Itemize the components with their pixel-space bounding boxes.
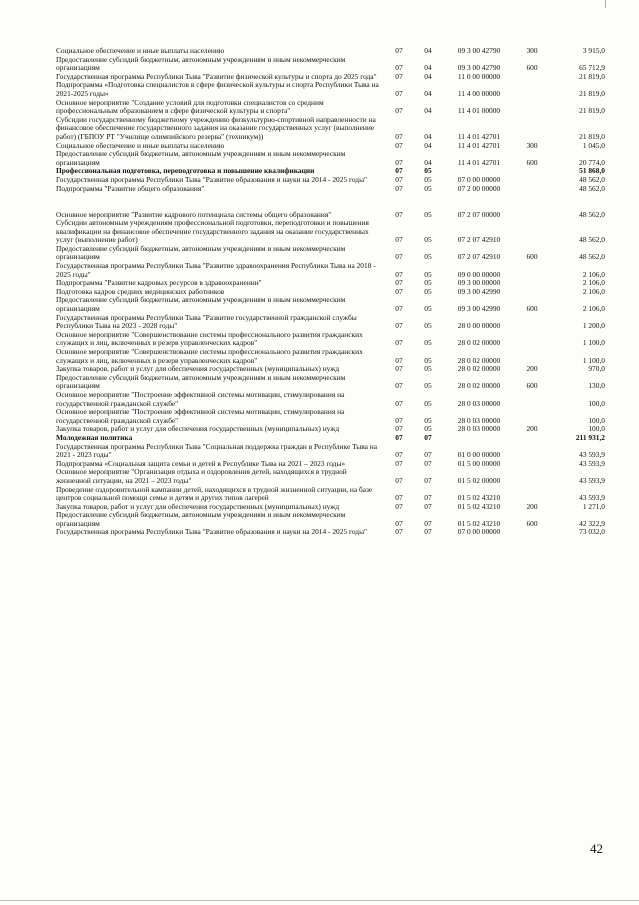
target-article-code: 09 3 00 42790	[457, 46, 501, 55]
expense-type-code	[518, 443, 548, 460]
item-name: Предоставление субсидий бюджетным, автономным учреждениям и иным некоммерческим организациям	[56, 243, 346, 262]
section-code: 07	[395, 166, 403, 176]
item-name: Социальное обеспечение и иные выплаты населению	[56, 46, 225, 55]
amount: 43 593,9	[579, 493, 605, 503]
table-row	[54, 245, 608, 262]
target-article-code: 01 5 02 43210	[457, 501, 501, 511]
amount: 1 045,0	[582, 140, 605, 150]
expense-type-code: 600	[526, 252, 538, 262]
amount: 21 819,0	[579, 131, 605, 141]
item-name: Профессиональная подготовка, переподготовка и повышение квалификации	[56, 166, 315, 176]
section-code: 07	[395, 424, 403, 434]
subsection-code: 04	[424, 131, 432, 141]
expense-type-code: 300	[526, 140, 538, 150]
item-name: Предоставление субсидий бюджетным, автономным учреждениям и иным некоммерческим организациям	[56, 295, 346, 314]
target-article-code: 09 0 00 00000	[457, 269, 501, 279]
expense-type-code	[518, 391, 548, 408]
target-article-code: 11 4 00 00000	[457, 88, 501, 98]
item-name: Государственная программа Республики Тыва "Социальная поддержка граждан в Республике Тыва на 2021 - 2023 годы"	[56, 441, 377, 460]
target-article-code: 01 0 00 00000	[457, 450, 501, 460]
expense-type-code	[518, 219, 548, 245]
item-name: Закупка товаров, работ и услуг для обеспечения государственных (муниципальных) нужд	[56, 364, 340, 374]
amount: 43 593,9	[579, 450, 605, 460]
section-code: 07	[395, 458, 403, 468]
item-name: Основное мероприятие "Совершенствование системы профессионального развития гражданских служащих и лиц, включенных в резерв управленческих кадров"	[56, 329, 363, 348]
item-name: Предоставление субсидий бюджетным, автономным учреждениям и иным некоммерческим организациям	[56, 54, 346, 73]
target-article-code: 28 0 00 00000	[457, 321, 501, 331]
subsection-code: 05	[424, 183, 432, 193]
section-code: 07	[395, 527, 403, 537]
subsection-code: 04	[424, 88, 432, 98]
subsection-code: 05	[424, 166, 432, 176]
subsection-code: 05	[424, 338, 432, 348]
amount: 2 106,0	[582, 269, 605, 279]
subsection-code: 05	[424, 286, 432, 296]
expense-type-code: 200	[526, 501, 538, 511]
subsection-code: 07	[424, 527, 432, 537]
section-code: 07	[395, 338, 403, 348]
subsection-code: 04	[424, 63, 432, 73]
subsection-code: 05	[424, 252, 432, 262]
expense-type-code	[518, 279, 548, 288]
target-article-code: 07 2 00 00000	[457, 183, 501, 193]
item-name: Подпрограмма «Подготовка специалистов в сфере физической культуры и спорта Республики Тыва на 2021-2025 годы»	[56, 80, 379, 98]
target-article-code: 11 4 01 42701	[457, 157, 501, 167]
item-name: Проведение оздоровительной кампании детей, находящихся в трудной жизненной ситуации, на базе центров социальной помощи семье и детям и других типов лагерей	[56, 484, 373, 503]
amount: 100,0	[588, 424, 605, 434]
table-row	[54, 331, 608, 348]
section-code: 07	[395, 432, 403, 442]
subsection-code: 04	[424, 157, 432, 167]
amount: 21 819,0	[579, 106, 605, 116]
amount: 73 032,0	[579, 527, 605, 537]
section-code: 07	[395, 286, 403, 296]
item-name: Государственная программа Республики Тыва "Развитие образования и науки на 2014 - 2025 годы"	[56, 527, 368, 537]
page-number: 42	[590, 841, 603, 856]
amount: 48 562,0	[579, 252, 605, 262]
table-row	[54, 348, 608, 365]
amount: 43 593,9	[579, 458, 605, 468]
item-name: Основное мероприятие "Построение эффективной системы мотивации, стимулирования на государственной гражданской службе"	[56, 407, 345, 425]
target-article-code: 28 0 02 00000	[457, 338, 501, 348]
scan-edge-mark	[605, 0, 606, 8]
table-row	[54, 468, 608, 485]
scan-bottom-edge	[0, 900, 639, 901]
section-code: 07	[395, 475, 403, 485]
item-name: Государственная программа Республики Тыва "Развитие здравоохранения Республики Тыва на 2018 - 2025 годы"	[56, 261, 376, 279]
subsection-code: 07	[424, 518, 432, 528]
item-name: Основное мероприятие "Построение эффективной системы мотивации, стимулирования на государственной гражданской службе"	[56, 389, 345, 408]
item-name: Подпрограмма "Развитие кадровых ресурсов в здравоохранении"	[56, 278, 262, 288]
item-name: Закупка товаров, работ и услуг для обеспечения государственных (муниципальных) нужд	[56, 501, 340, 511]
subsection-code: 05	[424, 209, 432, 219]
item-name: Подпрограмма «Социальная защита семьи и детей в Республике Тыва на 2021 – 2023 годы»	[56, 458, 346, 468]
amount: 100,0	[588, 415, 605, 425]
target-article-code: 07 0 00 00000	[457, 527, 501, 537]
amount: 43 593,9	[579, 475, 605, 485]
expense-type-code: 600	[526, 63, 538, 73]
section-code: 07	[395, 183, 403, 193]
subsection-code: 05	[424, 398, 432, 408]
table-row	[54, 262, 608, 279]
item-name: Основное мероприятие "Создание условий для подготовки специалистов со средним профессиональным образованием в сфере физической культуры и спорта"	[56, 97, 324, 116]
target-article-code: 11 0 00 00000	[457, 71, 501, 81]
table-row	[54, 408, 608, 425]
target-article-code: 28 0 03 00000	[457, 398, 501, 408]
expense-type-code	[518, 408, 548, 425]
item-name: Основное мероприятие "Совершенствование системы профессионального развития гражданских служащих и лиц, включенных в резерв управленческих кадров"	[56, 347, 363, 365]
budget-table-body	[54, 47, 608, 537]
subsection-code: 05	[424, 364, 432, 374]
subsection-code: 07	[424, 458, 432, 468]
target-article-code: 11 4 01 42701	[457, 140, 501, 150]
item-name: Государственная программа Республики Тыва "Развитие образования и науки на 2014 - 2025 годы"	[56, 174, 368, 184]
amount: 65 712,9	[579, 63, 605, 73]
table-row	[54, 150, 608, 167]
table-row	[54, 528, 608, 537]
table-row	[54, 56, 608, 73]
amount: 1 100,0	[582, 338, 605, 348]
section-code: 07	[395, 140, 403, 150]
amount: 2 106,0	[582, 304, 605, 314]
table-row	[54, 443, 608, 460]
target-article-code: 28 0 03 00000	[457, 415, 501, 425]
expense-type-code	[518, 314, 548, 331]
section-code: 07	[395, 321, 403, 331]
expense-type-code	[518, 331, 548, 348]
section-code: 07	[395, 71, 403, 81]
section-code: 07	[395, 63, 403, 73]
subsection-code: 05	[424, 278, 432, 288]
item-name: Субсидии государственному бюджетному учреждению физкультурно-спортивной направленности на финансовое обеспечение государственного задания на оказание государственных услуг (выполнение работ) (ГБПОУ РТ "Училище олимпийского резерва" (техникум))	[56, 114, 376, 141]
subsection-code: 04	[424, 71, 432, 81]
subsection-code: 04	[424, 140, 432, 150]
target-article-code: 07 2 07 00000	[457, 209, 501, 219]
section-code: 07	[395, 450, 403, 460]
subsection-code: 05	[424, 174, 432, 184]
target-article-code: 01 5 02 43210	[457, 518, 501, 528]
amount: 211 931,2	[575, 432, 605, 442]
section-code: 07	[395, 493, 403, 503]
expense-type-code	[518, 434, 548, 443]
target-article-code: 09 3 00 42990	[457, 304, 501, 314]
target-article-code: 01 5 00 00000	[457, 458, 501, 468]
section-code: 07	[395, 235, 403, 245]
target-article-code: 01 5 02 00000	[457, 475, 501, 485]
target-article-code: 07 2 07 42910	[457, 235, 501, 245]
expense-type-code	[518, 185, 548, 194]
table-row	[54, 374, 608, 391]
target-article-code: 01 5 02 43210	[457, 493, 501, 503]
section-code: 07	[395, 46, 403, 55]
subsection-code: 05	[424, 235, 432, 245]
target-article-code: 11 4 01 00000	[457, 106, 501, 116]
section-code: 07	[395, 501, 403, 511]
target-article-code: 11 4 01 42701	[457, 131, 501, 141]
amount: 1 271,0	[582, 501, 605, 511]
subsection-code: 05	[424, 424, 432, 434]
table-row	[54, 185, 608, 194]
table-row	[54, 99, 608, 116]
amount: 1 200,0	[582, 321, 605, 331]
item-name: Подпрограмма "Развитие общего образования"	[56, 183, 205, 193]
amount: 1 100,0	[582, 355, 605, 365]
expense-type-code: 300	[526, 46, 538, 55]
item-name: Предоставление субсидий бюджетным, автономным учреждениям и иным некоммерческим организациям	[56, 372, 346, 391]
subsection-code: 05	[424, 269, 432, 279]
item-name: Социальное обеспечение и иные выплаты населению	[56, 140, 225, 150]
item-name: Основное мероприятие "Организация отдыха и оздоровления детей, находящихся в трудной жизненной ситуации, на 2021 – 2023 годы"	[56, 467, 347, 485]
expense-type-code	[518, 468, 548, 485]
section-code: 07	[395, 398, 403, 408]
expense-type-code	[518, 193, 548, 219]
expense-type-code	[518, 288, 548, 297]
section-code: 07	[395, 304, 403, 314]
item-name: Закупка товаров, работ и услуг для обеспечения государственных (муниципальных) нужд	[56, 424, 340, 434]
section-code: 07	[395, 269, 403, 279]
subsection-code: 07	[424, 475, 432, 485]
target-article-code: 07 0 00 00000	[457, 174, 501, 184]
item-name: Молодежная политика	[56, 432, 133, 442]
table-row	[54, 511, 608, 528]
table-row	[54, 425, 608, 434]
subsection-code: 05	[424, 381, 432, 391]
subsection-code: 07	[424, 493, 432, 503]
section-code: 07	[395, 157, 403, 167]
section-code: 07	[395, 381, 403, 391]
amount: 2 106,0	[582, 286, 605, 296]
amount: 48 562,0	[579, 174, 605, 184]
subsection-code: 05	[424, 304, 432, 314]
section-code: 07	[395, 518, 403, 528]
table-row	[54, 116, 608, 142]
target-article-code: 28 0 02 00000	[457, 381, 501, 391]
expense-type-code: 600	[526, 381, 538, 391]
table-row	[54, 193, 608, 219]
subsection-code: 07	[424, 501, 432, 511]
amount: 21 819,0	[579, 88, 605, 98]
expense-type-code	[518, 73, 548, 82]
amount: 48 562,0	[579, 235, 605, 245]
amount: 20 774,0	[579, 157, 605, 167]
expense-type-code	[518, 528, 548, 537]
amount: 21 819,0	[579, 71, 605, 81]
table-row	[54, 219, 608, 245]
expense-type-code: 600	[526, 518, 538, 528]
expense-type-code	[518, 486, 548, 503]
expense-type-code	[518, 348, 548, 365]
amount: 48 562,0	[579, 183, 605, 193]
target-article-code: 28 0 02 00000	[457, 355, 501, 365]
subsection-code: 05	[424, 355, 432, 365]
expense-type-code	[518, 116, 548, 142]
section-code: 07	[395, 415, 403, 425]
target-article-code: 28 0 02 00000	[457, 364, 501, 374]
amount: 100,0	[588, 398, 605, 408]
expense-type-code	[518, 99, 548, 116]
target-article-code: 07 2 07 42910	[457, 252, 501, 262]
section-code: 07	[395, 209, 403, 219]
amount: 2 106,0	[582, 278, 605, 288]
section-code: 07	[395, 252, 403, 262]
amount: 48 562,0	[579, 209, 605, 219]
section-code: 07	[395, 364, 403, 374]
item-name: Субсидии автономным учреждениям профессиональной подготовки, переподготовки и повышения квалификации на финансовое обеспечение государственного задания на оказание государственных услуг (выполнение работ)	[56, 218, 369, 245]
amount: 3 915,0	[582, 46, 605, 55]
amount: 42 322,9	[579, 518, 605, 528]
table-row	[54, 391, 608, 408]
item-name: Предоставление субсидий бюджетным, автономным учреждениям и иным некоммерческим организациям	[56, 510, 346, 528]
target-article-code: 09 3 00 42790	[457, 63, 501, 73]
expense-type-code	[518, 81, 548, 98]
table-row	[54, 81, 608, 98]
item-name: Основное мероприятие "Развитие кадрового потенциала системы общего образования"	[56, 209, 332, 219]
section-code: 07	[395, 106, 403, 116]
subsection-code: 04	[424, 106, 432, 116]
expense-type-code: 200	[526, 364, 538, 374]
amount: 970,0	[588, 364, 605, 374]
expense-type-code: 200	[526, 424, 538, 434]
expense-type-code	[518, 176, 548, 185]
table-row	[54, 486, 608, 503]
subsection-code: 07	[424, 432, 432, 442]
section-code: 07	[395, 355, 403, 365]
target-article-code: 09 3 00 42990	[457, 286, 501, 296]
subsection-code: 05	[424, 415, 432, 425]
amount: 130,0	[588, 381, 605, 391]
subsection-code: 07	[424, 450, 432, 460]
section-code: 07	[395, 278, 403, 288]
item-name: Государственная программа Республики Тыва "Развитие государственной гражданской службы Республики Тыва на 2023 - 2028 годы"	[56, 312, 357, 331]
subsection-code: 05	[424, 321, 432, 331]
table-row	[54, 314, 608, 331]
amount: 51 868,0	[579, 166, 605, 176]
item-name: Предоставление субсидий бюджетным, автономным учреждениям и иным некоммерческим организациям	[56, 149, 346, 167]
expense-type-code	[518, 460, 548, 469]
table-row	[54, 296, 608, 313]
expense-type-code: 600	[526, 157, 538, 167]
target-article-code	[442, 434, 518, 443]
section-code: 07	[395, 131, 403, 141]
target-article-code: 09 3 00 00000	[457, 278, 501, 288]
item-name: Подготовка кадров средних медицинских работников	[56, 286, 225, 296]
section-code: 07	[395, 174, 403, 184]
budget-table	[54, 47, 608, 537]
expense-type-code: 600	[526, 304, 538, 314]
expense-type-code	[518, 167, 548, 176]
section-code: 07	[395, 88, 403, 98]
expense-type-code	[518, 262, 548, 279]
target-article-code: 28 0 03 00000	[457, 424, 501, 434]
subsection-code: 04	[424, 46, 432, 55]
item-name: Государственная программа Республики Тыва "Развитие физической культуры и спорта до 2025 года"	[56, 71, 377, 81]
